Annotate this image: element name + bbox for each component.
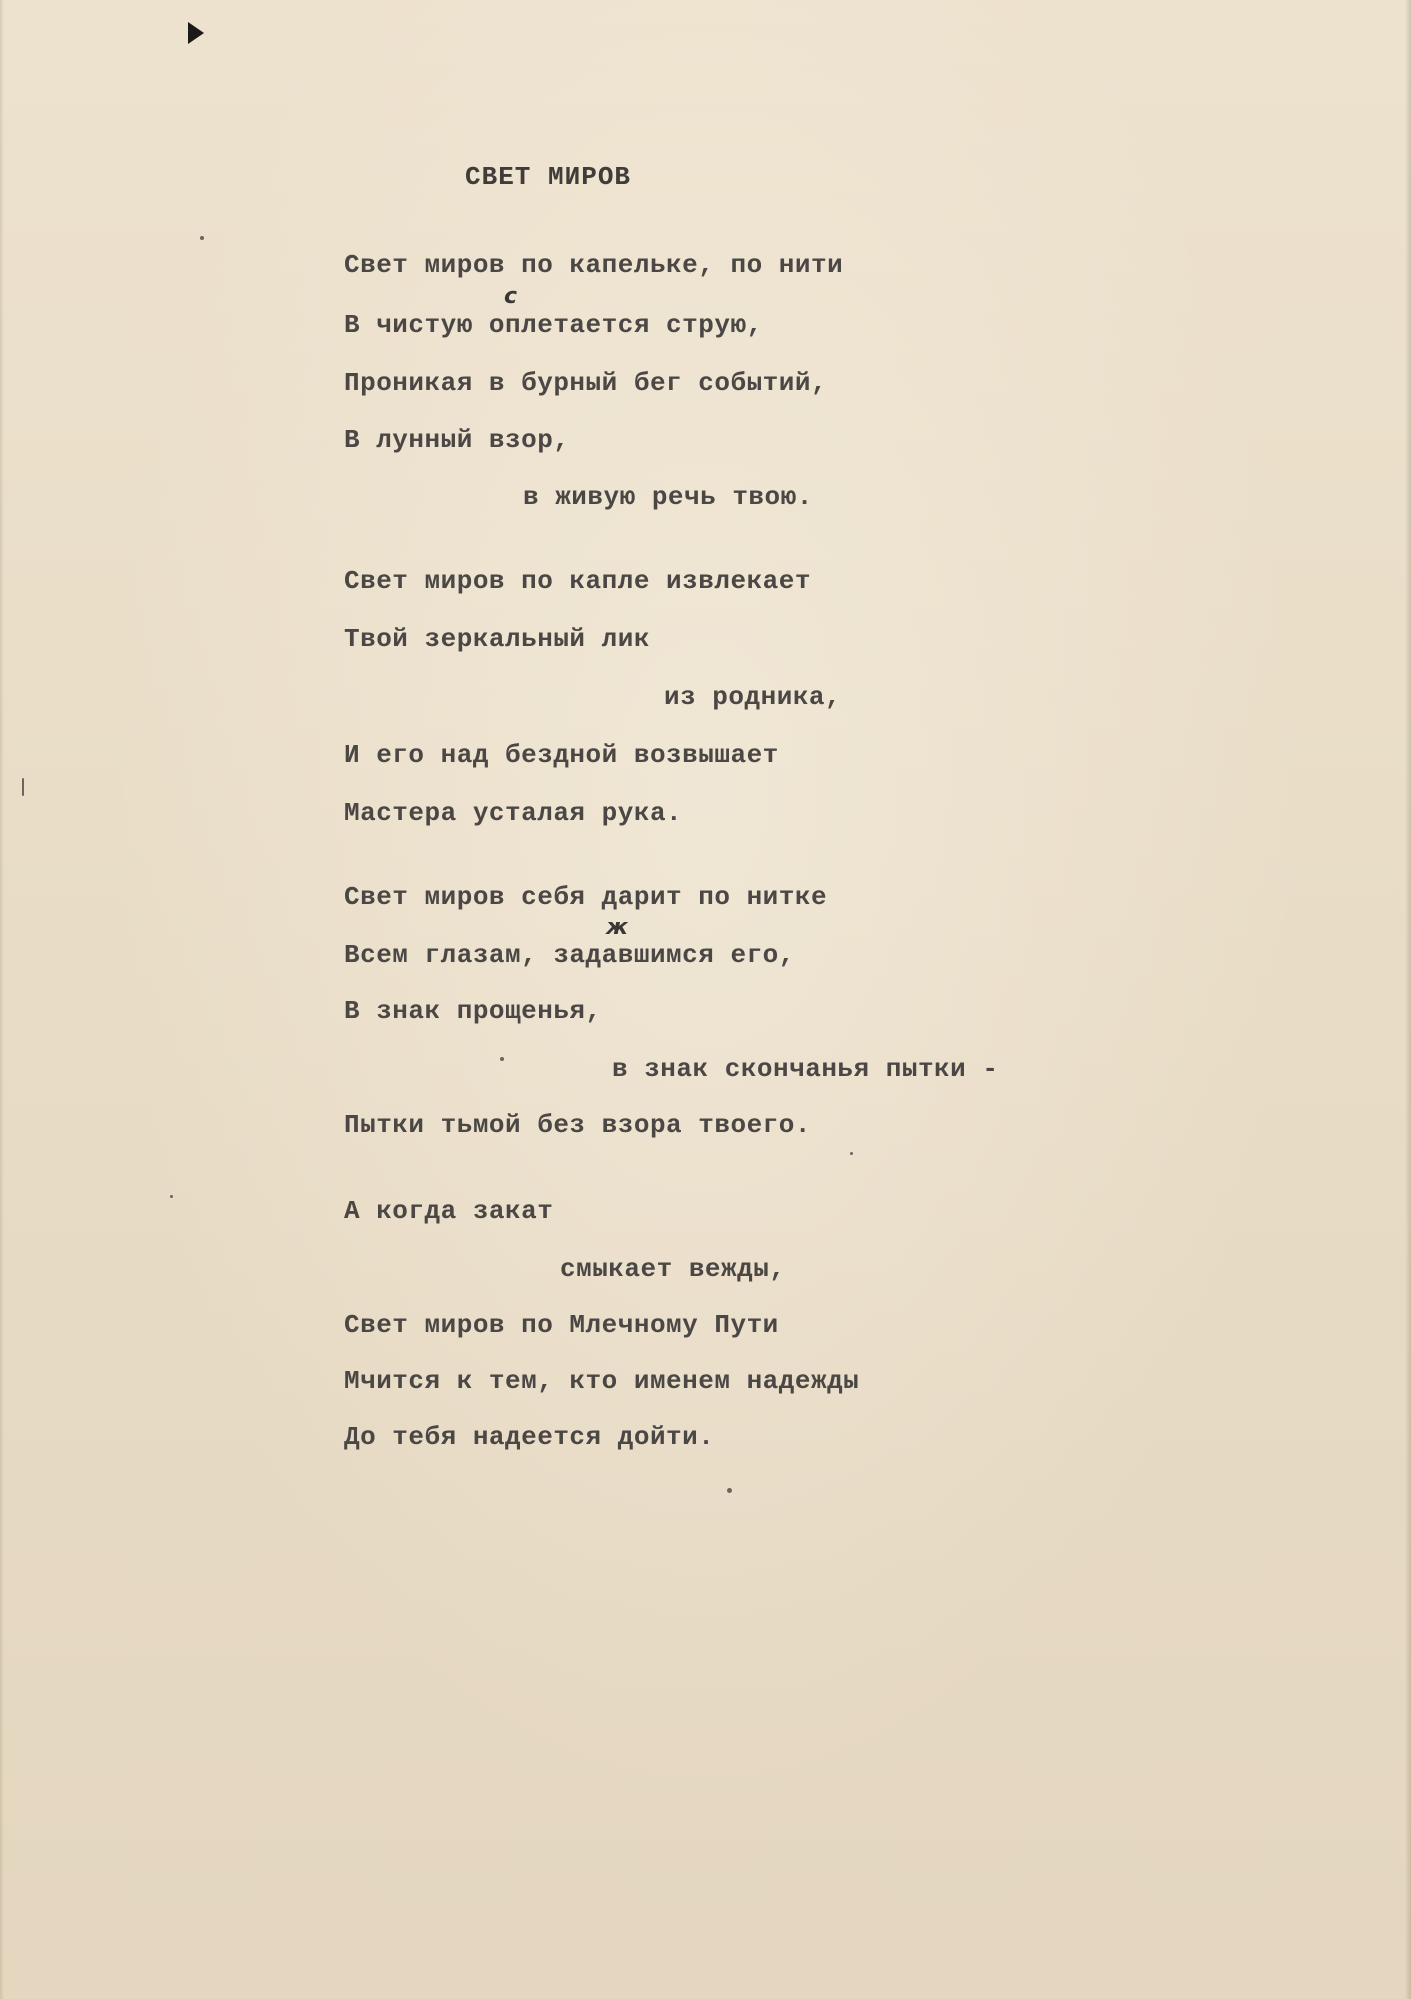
paper-speck xyxy=(727,1488,732,1493)
poem-line: Пытки тьмой без взора твоего. xyxy=(344,1110,811,1140)
poem-line: В знак прощенья, xyxy=(344,996,602,1026)
paper-speck xyxy=(170,1195,173,1198)
paper-speck xyxy=(22,778,24,796)
poem-line: Свет миров по капле извлекает xyxy=(344,566,811,596)
poem-line: Свет миров по Млечному Пути xyxy=(344,1310,779,1340)
poem-line: Проникая в бурный бег событий, xyxy=(344,368,828,398)
poem-line: из родника, xyxy=(664,682,842,712)
poem-line: Мастера усталая рука. xyxy=(344,798,683,828)
page-left-edge xyxy=(0,0,4,1999)
poem-line: И его над бездной возвышает xyxy=(344,740,779,770)
paper-speck xyxy=(850,1152,853,1155)
poem-line: В лунный взор, xyxy=(344,425,570,455)
poem-line: Свет миров по капельке, по нити xyxy=(344,250,844,280)
poem-line: Всем глазам, задавшимся его, xyxy=(344,940,795,970)
paper-speck xyxy=(200,236,204,240)
poem-line: Твой зеркальный лик xyxy=(344,624,650,654)
corner-mark xyxy=(188,22,204,44)
handwritten-correction: с xyxy=(504,284,518,309)
page-right-edge xyxy=(1405,0,1411,1999)
poem-line: Мчится к тем, кто именем надежды xyxy=(344,1366,860,1396)
poem-line: В чистую оплетается струю, xyxy=(344,310,763,340)
paper-speck xyxy=(500,1057,504,1061)
poem-title: СВЕТ МИРОВ xyxy=(465,162,632,192)
poem-line: До тебя надеется дойти. xyxy=(344,1422,715,1452)
poem-line: смыкает вежды, xyxy=(560,1254,786,1284)
poem-line: Свет миров себя дарит по нитке xyxy=(344,882,828,912)
poem-line: А когда закат xyxy=(344,1196,554,1226)
handwritten-correction: ж xyxy=(606,915,628,940)
poem-line: в знак скончанья пытки - xyxy=(612,1054,999,1084)
poem-line: в живую речь твою. xyxy=(523,482,813,512)
